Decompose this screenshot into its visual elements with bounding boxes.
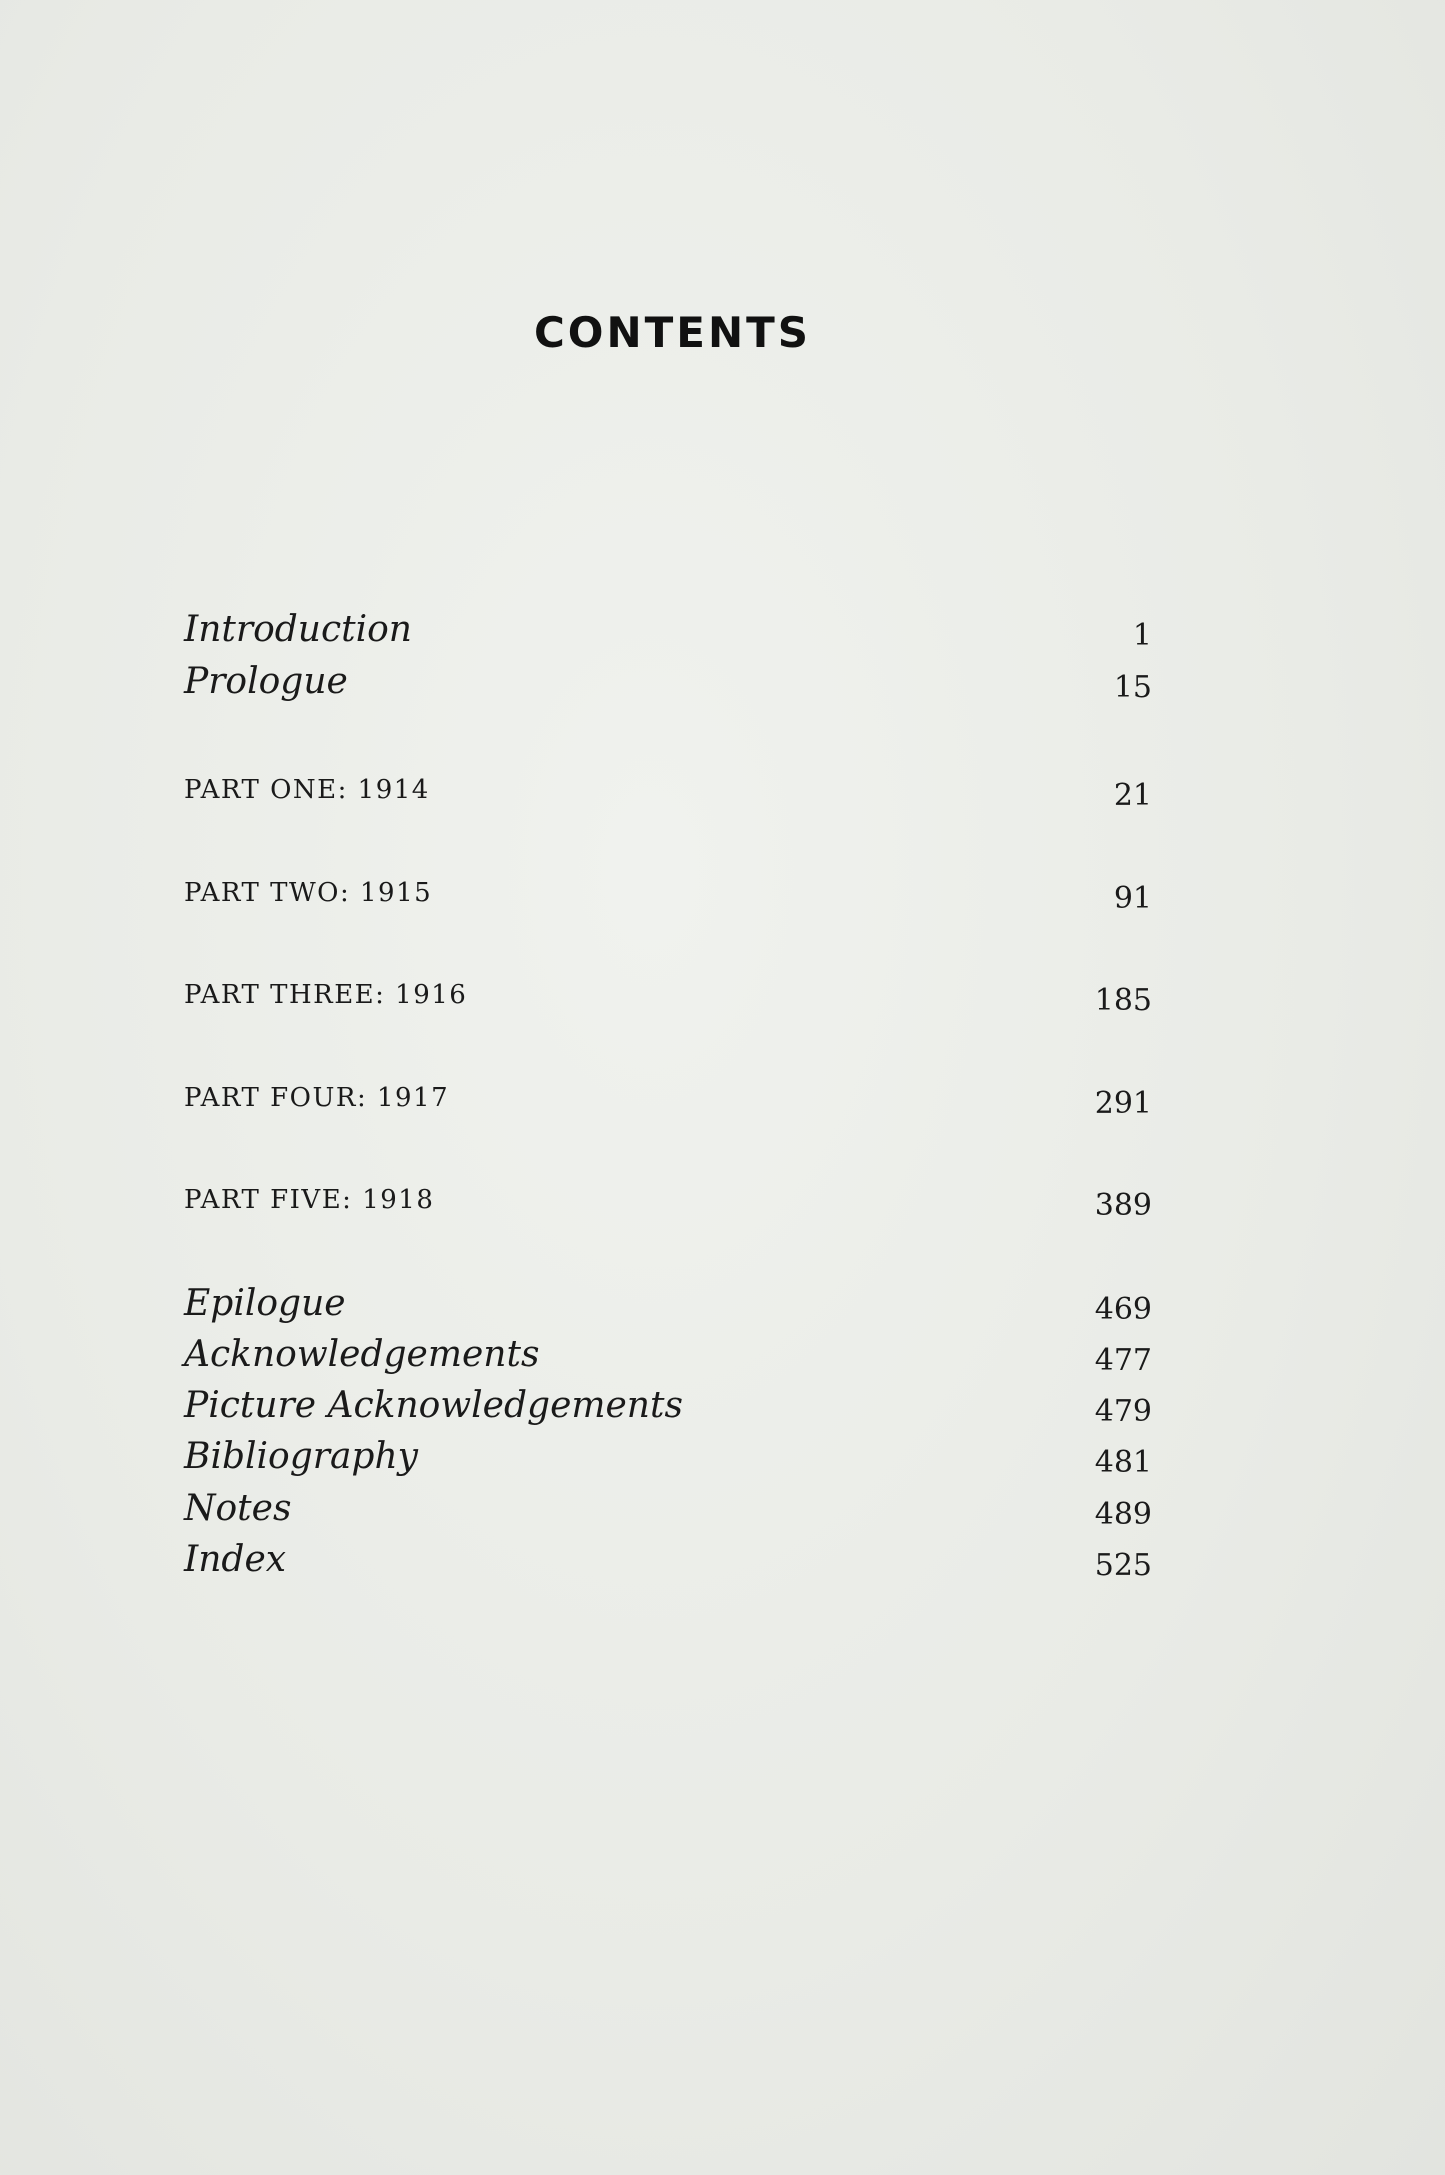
toc-entry-label: Epilogue bbox=[184, 1283, 346, 1324]
toc-entry-label: PART ONE: 1914 bbox=[184, 775, 430, 805]
toc-entry-part-four bbox=[184, 1076, 1152, 1128]
toc-entry-page: 291 bbox=[1094, 1086, 1152, 1121]
toc-entry-page: 185 bbox=[1094, 983, 1152, 1018]
toc-entry-page: 479 bbox=[1094, 1394, 1152, 1429]
toc-entry-label: PART FOUR: 1917 bbox=[184, 1083, 450, 1113]
toc-entry-page: 489 bbox=[1094, 1497, 1152, 1532]
toc-entry-label: Bibliography bbox=[184, 1436, 418, 1477]
toc-entry-page: 481 bbox=[1094, 1445, 1152, 1480]
toc-entry-part-three bbox=[184, 973, 1152, 1025]
toc-entry-page: 469 bbox=[1094, 1292, 1152, 1327]
toc-entry-label: Prologue bbox=[184, 661, 348, 702]
toc-entry-label: PART TWO: 1915 bbox=[184, 878, 433, 908]
toc-entry-label: Acknowledgements bbox=[184, 1334, 540, 1375]
toc-entry-page: 15 bbox=[1113, 670, 1152, 705]
page-title: CONTENTS bbox=[533, 308, 812, 357]
toc-entry-page: 21 bbox=[1113, 778, 1152, 813]
toc-entry-prologue bbox=[184, 660, 1152, 712]
toc-entry-label: PART THREE: 1916 bbox=[184, 980, 468, 1010]
toc-entry-introduction bbox=[184, 608, 1152, 660]
toc-entry-label: Index bbox=[184, 1539, 287, 1580]
toc-entry-part-two bbox=[184, 871, 1152, 923]
toc-entry-label: Introduction bbox=[184, 609, 412, 650]
toc-entry-label: Notes bbox=[184, 1488, 292, 1529]
toc-entry-page: 389 bbox=[1094, 1188, 1152, 1223]
toc-entry-page: 477 bbox=[1094, 1343, 1152, 1378]
toc-entry-acknowledgements bbox=[184, 1333, 1152, 1385]
toc-entry-epilogue bbox=[184, 1282, 1152, 1334]
toc-entry-page: 1 bbox=[1132, 618, 1152, 653]
toc-entry-part-five bbox=[184, 1178, 1152, 1230]
toc-entry-picture-acknowledgements bbox=[184, 1384, 1152, 1436]
toc-entry-page: 525 bbox=[1094, 1548, 1152, 1583]
toc-entry-notes bbox=[184, 1487, 1152, 1539]
toc-entry-index bbox=[184, 1538, 1152, 1590]
toc-entry-label: PART FIVE: 1918 bbox=[184, 1185, 435, 1215]
toc-entry-label: Picture Acknowledgements bbox=[184, 1385, 683, 1426]
toc-entry-part-one bbox=[184, 768, 1152, 820]
toc-entry-page: 91 bbox=[1113, 881, 1152, 916]
toc-entry-bibliography bbox=[184, 1435, 1152, 1487]
